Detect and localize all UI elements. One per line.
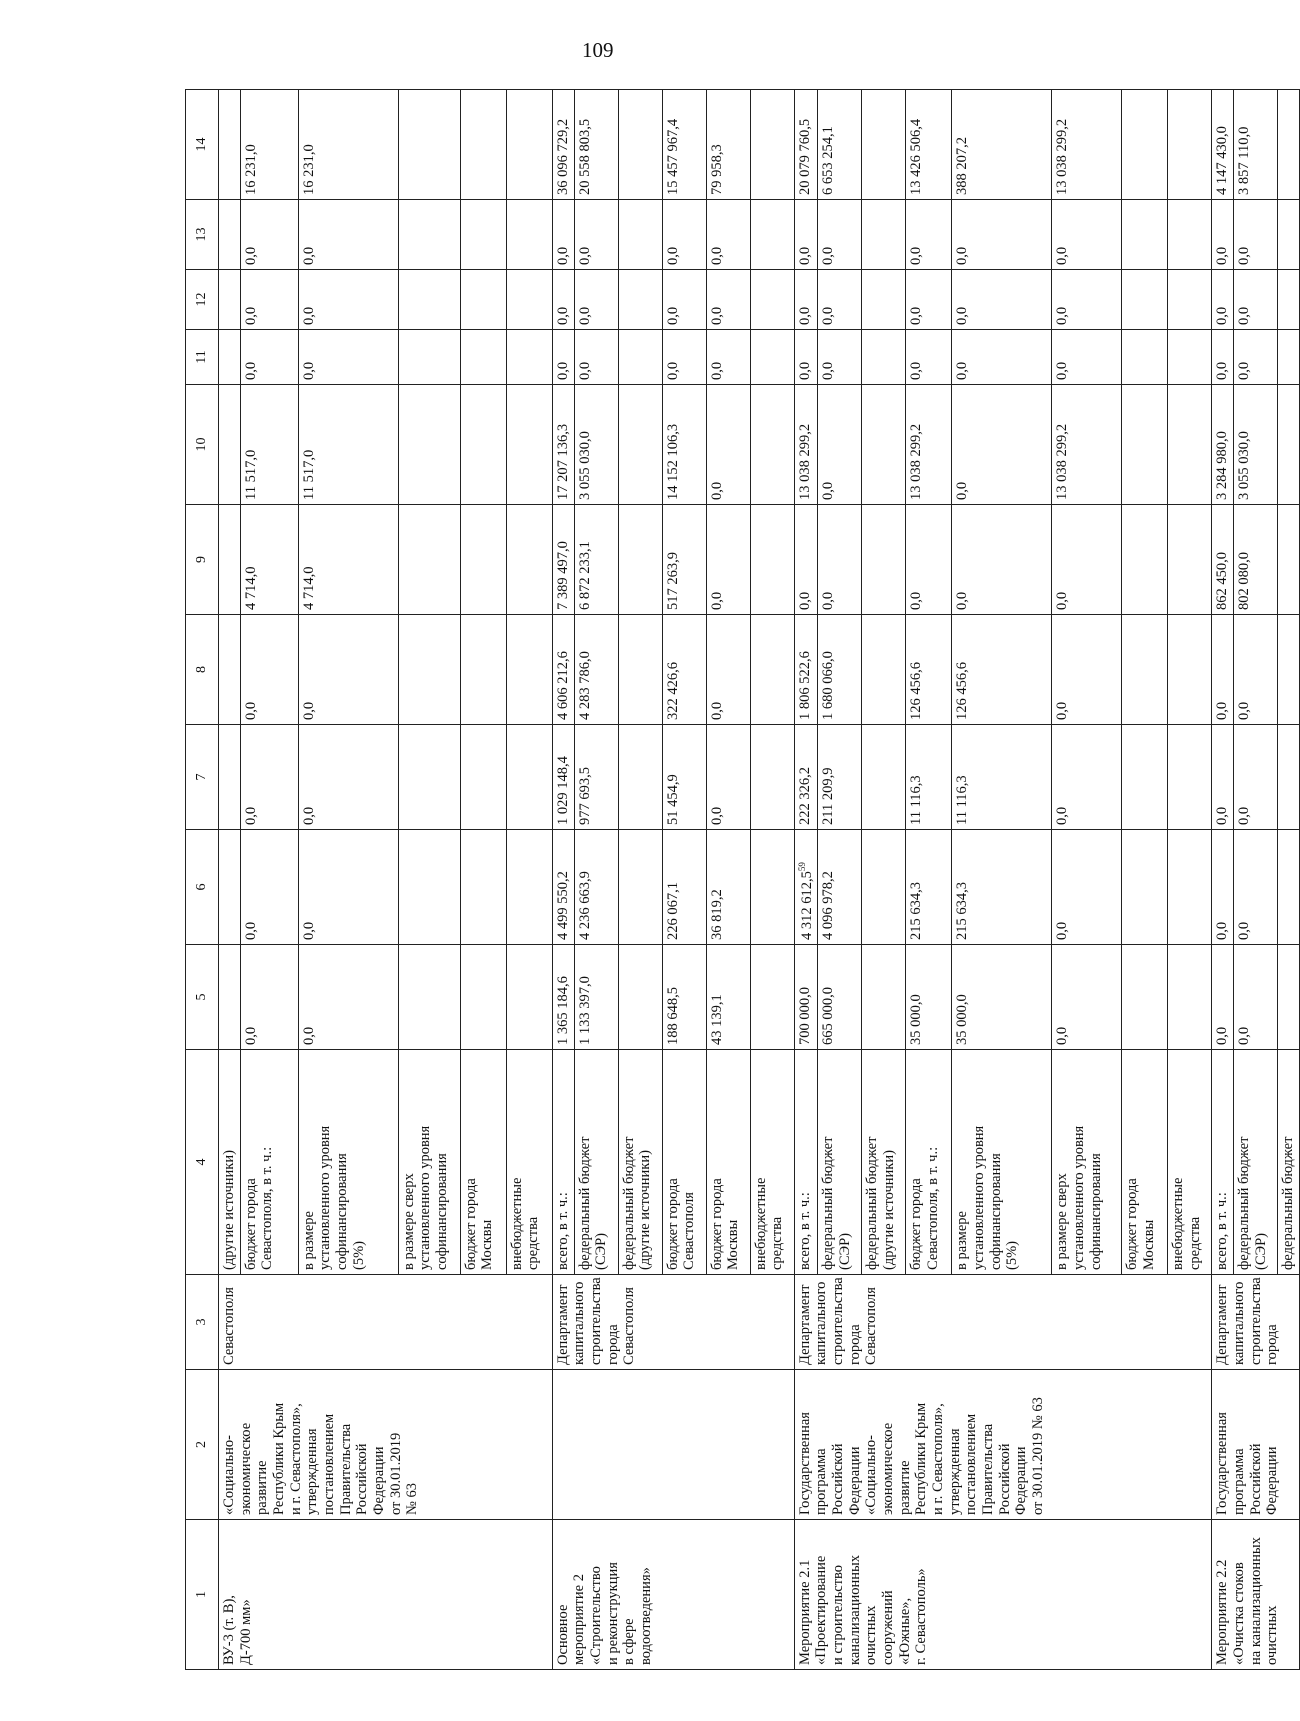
value-cell [1278, 90, 1300, 200]
value-cell [1122, 200, 1168, 270]
value-cell [1168, 615, 1212, 725]
executor-cell: Департамент капитального строительства города [1212, 1275, 1300, 1370]
value-cell [460, 830, 506, 945]
value-cell [750, 725, 794, 830]
value-cell: 0,0 [240, 945, 298, 1050]
value-cell: 3 857 110,0 [1234, 90, 1278, 200]
value-cell: 0,0 [1052, 615, 1122, 725]
value-cell: 188 648,5 [662, 945, 706, 1050]
value-cell: 0,0 [706, 270, 750, 330]
value-cell: 13 038 299,2 [906, 385, 952, 505]
funding-source-cell: внебюджетные средства [506, 1050, 552, 1275]
funding-source-cell: бюджет города Севастополя, в т. ч.: [906, 1050, 952, 1275]
value-cell: 0,0 [574, 330, 618, 385]
value-cell: 0,0 [1212, 270, 1234, 330]
value-cell [750, 90, 794, 200]
value-cell [506, 945, 552, 1050]
value-cell: 0,0 [818, 270, 862, 330]
header-row [186, 90, 219, 1670]
col-header: 8 [186, 615, 219, 725]
event-name-cell: Мероприятие 2.2 «Очистка стоков на канализационных очистных [1212, 1520, 1300, 1670]
value-cell: 0,0 [1234, 725, 1278, 830]
value-cell [750, 945, 794, 1050]
value-cell [1278, 200, 1300, 270]
value-cell: 0,0 [1212, 615, 1234, 725]
value-cell [618, 90, 662, 200]
value-cell: 0,0 [240, 725, 298, 830]
value-cell: 6 872 233,1 [574, 505, 618, 615]
value-cell: 126 456,6 [906, 615, 952, 725]
value-cell: 322 426,6 [662, 615, 706, 725]
value-cell [1122, 385, 1168, 505]
value-cell: 1 029 148,4 [552, 725, 574, 830]
value-cell: 0,0 [952, 200, 1052, 270]
value-cell [1278, 945, 1300, 1050]
value-cell: 0,0 [240, 270, 298, 330]
value-cell [1122, 270, 1168, 330]
value-cell [506, 505, 552, 615]
value-cell: 0,0 [706, 200, 750, 270]
value-cell: 0,0 [1052, 830, 1122, 945]
value-cell [1168, 830, 1212, 945]
funding-source-cell: в размере сверх установленного уровня софинансирования [1052, 1050, 1122, 1275]
value-cell [398, 385, 460, 505]
value-cell: 79 958,3 [706, 90, 750, 200]
value-cell: 0,0 [906, 505, 952, 615]
value-cell: 1 680 066,0 [818, 615, 862, 725]
value-cell [460, 505, 506, 615]
program-cell: «Социально- экономическое развитие Республики Крым и г. Севастополя», утвержденная постановлением Правительства Российской Федерации от 30.01.2019 № 63 [219, 1370, 553, 1520]
value-cell [618, 615, 662, 725]
funding-source-cell: федеральный бюджет (СЭР) [574, 1050, 618, 1275]
value-cell: 0,0 [662, 270, 706, 330]
value-cell [862, 200, 906, 270]
value-cell: 0,0 [1234, 200, 1278, 270]
value-cell [460, 615, 506, 725]
table-row [794, 90, 818, 1670]
value-cell [219, 505, 241, 615]
value-cell: 0,0 [552, 330, 574, 385]
value-cell [219, 270, 241, 330]
value-cell [1278, 830, 1300, 945]
value-cell [1278, 505, 1300, 615]
value-cell: 0,0 [1052, 945, 1122, 1050]
value-cell [219, 90, 241, 200]
value-cell: 16 231,0 [240, 90, 298, 200]
value-cell: 0,0 [298, 830, 398, 945]
value-cell: 0,0 [794, 505, 818, 615]
value-cell [1168, 330, 1212, 385]
value-cell: 0,0 [818, 385, 862, 505]
funding-source-cell: бюджет города Москвы [706, 1050, 750, 1275]
value-cell [618, 725, 662, 830]
value-cell: 4 147 430,0 [1212, 90, 1234, 200]
value-cell: 0,0 [1212, 330, 1234, 385]
value-cell: 0,0 [952, 330, 1052, 385]
value-cell [398, 270, 460, 330]
value-cell: 4 312 612,5$^{59}$ [794, 830, 818, 945]
col-header: 12 [186, 270, 219, 330]
value-cell [398, 615, 460, 725]
col-header: 10 [186, 385, 219, 505]
value-cell [1122, 505, 1168, 615]
program-cell: Государственная программа Российской Федерации «Социально- экономическое развитие Республики Крым и г. Севастополя», утвержденная постановлением Правительства Российской Федерации от 30.01.2019 № 63 [794, 1370, 1212, 1520]
value-cell: 0,0 [1052, 270, 1122, 330]
value-cell: 0,0 [706, 725, 750, 830]
value-cell [398, 90, 460, 200]
executor-cell: Департамент капитального строительства города Севастополя [794, 1275, 1212, 1370]
col-header: 5 [186, 945, 219, 1050]
program-cell: Государственная программа Российской Федерации [1212, 1370, 1300, 1520]
value-cell [1168, 385, 1212, 505]
value-cell: 0,0 [952, 385, 1052, 505]
value-cell [506, 830, 552, 945]
page-number: 109 [582, 38, 614, 62]
value-cell: 4 714,0 [298, 505, 398, 615]
footnote-mark: 59 [796, 862, 807, 872]
value-cell: 11 116,3 [906, 725, 952, 830]
value-cell [219, 725, 241, 830]
value-cell [219, 385, 241, 505]
value-cell: 226 067,1 [662, 830, 706, 945]
value-cell: 0,0 [794, 200, 818, 270]
col-header: 11 [186, 330, 219, 385]
funding-source-cell: бюджет города Москвы [1122, 1050, 1168, 1275]
value-cell: 0,0 [298, 270, 398, 330]
value-cell [1168, 945, 1212, 1050]
value-cell [862, 505, 906, 615]
value-cell: 802 080,0 [1234, 505, 1278, 615]
value-cell: 16 231,0 [298, 90, 398, 200]
value-cell: 13 038 299,2 [1052, 385, 1122, 505]
value-cell: 0,0 [1212, 725, 1234, 830]
value-cell [460, 945, 506, 1050]
value-cell: 862 450,0 [1212, 505, 1234, 615]
value-cell: 665 000,0 [818, 945, 862, 1050]
value-cell [1122, 945, 1168, 1050]
value-cell: 215 634,3 [906, 830, 952, 945]
value-cell: 0,0 [662, 200, 706, 270]
value-cell: 3 055 030,0 [1234, 385, 1278, 505]
funding-source-cell: федеральный бюджет (СЭР) [818, 1050, 862, 1275]
value-cell [219, 330, 241, 385]
value-cell: 388 207,2 [952, 90, 1052, 200]
value-cell: 51 454,9 [662, 725, 706, 830]
funding-source-cell: всего, в т. ч.: [794, 1050, 818, 1275]
executor-cell: Севастополя [219, 1275, 553, 1370]
value-cell [506, 90, 552, 200]
value-cell [506, 330, 552, 385]
funding-source-cell: внебюджетные средства [750, 1050, 794, 1275]
value-cell [618, 505, 662, 615]
table-body [219, 90, 1300, 1670]
value-cell: 0,0 [662, 330, 706, 385]
value-cell [460, 385, 506, 505]
value-cell [1122, 830, 1168, 945]
value-cell: 0,0 [1234, 945, 1278, 1050]
value-cell: 0,0 [1052, 725, 1122, 830]
value-cell: 0,0 [818, 330, 862, 385]
value-cell [219, 830, 241, 945]
value-cell [1168, 725, 1212, 830]
value-cell [1122, 90, 1168, 200]
funding-source-cell: бюджет города Севастополя, в т. ч.: [240, 1050, 298, 1275]
value-cell [398, 330, 460, 385]
value-cell [750, 200, 794, 270]
value-cell: 0,0 [298, 725, 398, 830]
value-cell: 1 365 184,6 [552, 945, 574, 1050]
value-cell [1278, 330, 1300, 385]
value-cell [750, 385, 794, 505]
funding-source-cell: бюджет города Севастополя [662, 1050, 706, 1275]
value-cell [618, 270, 662, 330]
value-cell [460, 330, 506, 385]
value-cell: 35 000,0 [906, 945, 952, 1050]
event-name-cell: Основное мероприятие 2 «Строительство и реконструкция в сфере водоотведения» [552, 1520, 794, 1670]
value-cell [862, 90, 906, 200]
value-cell: 0,0 [1212, 200, 1234, 270]
value-cell [1168, 200, 1212, 270]
value-cell [750, 270, 794, 330]
col-header: 14 [186, 90, 219, 200]
value-cell: 0,0 [1212, 830, 1234, 945]
funding-source-cell: федеральный бюджет (другие источники) [862, 1050, 906, 1275]
value-cell [398, 725, 460, 830]
value-cell: 6 653 254,1 [818, 90, 862, 200]
value-cell: 4 096 978,2 [818, 830, 862, 945]
value-cell [219, 945, 241, 1050]
col-header: 1 [186, 1520, 219, 1670]
value-cell: 3 284 980,0 [1212, 385, 1234, 505]
funding-source-cell: всего, в т. ч.: [1212, 1050, 1234, 1275]
value-cell: 0,0 [794, 270, 818, 330]
value-cell: 7 389 497,0 [552, 505, 574, 615]
value-cell: 0,0 [552, 270, 574, 330]
value-cell [1122, 330, 1168, 385]
value-cell: 0,0 [818, 505, 862, 615]
value-cell: 0,0 [706, 330, 750, 385]
value-cell: 0,0 [1052, 330, 1122, 385]
value-cell [398, 945, 460, 1050]
value-cell: 0,0 [298, 615, 398, 725]
value-cell: 0,0 [906, 330, 952, 385]
value-cell: 11 517,0 [298, 385, 398, 505]
value-cell [862, 330, 906, 385]
program-cell [552, 1370, 794, 1520]
funding-source-cell: в размере установленного уровня софинансирования (5%) [952, 1050, 1052, 1275]
value-cell: 0,0 [552, 200, 574, 270]
value-cell: 13 038 299,2 [794, 385, 818, 505]
value-cell [398, 505, 460, 615]
value-cell: 0,0 [1234, 330, 1278, 385]
value-cell: 11 517,0 [240, 385, 298, 505]
value-cell: 4 714,0 [240, 505, 298, 615]
value-cell [618, 385, 662, 505]
value-cell: 20 558 803,5 [574, 90, 618, 200]
value-cell [618, 945, 662, 1050]
funding-source-cell: федеральный бюджет (другие источники) [618, 1050, 662, 1275]
value-cell: 0,0 [240, 330, 298, 385]
value-cell: 0,0 [706, 505, 750, 615]
value-cell: 0,0 [1052, 200, 1122, 270]
value-cell [1278, 385, 1300, 505]
value-cell [750, 830, 794, 945]
funding-source-cell: всего, в т. ч.: [552, 1050, 574, 1275]
funding-source-cell: в размере установленного уровня софинансирования (5%) [298, 1050, 398, 1275]
col-header: 13 [186, 200, 219, 270]
value-cell: 0,0 [298, 945, 398, 1050]
value-cell: 211 209,9 [818, 725, 862, 830]
value-cell: 0,0 [818, 200, 862, 270]
value-cell [460, 90, 506, 200]
value-cell: 0,0 [706, 615, 750, 725]
col-header: 9 [186, 505, 219, 615]
value-cell: 0,0 [952, 270, 1052, 330]
value-cell: 215 634,3 [952, 830, 1052, 945]
value-cell: 0,0 [1234, 270, 1278, 330]
funding-source-cell: в размере сверх установленного уровня софинансирования [398, 1050, 460, 1275]
value-cell: 15 457 967,4 [662, 90, 706, 200]
col-header: 6 [186, 830, 219, 945]
value-cell [750, 505, 794, 615]
table-row [219, 90, 241, 1670]
value-cell: 0,0 [298, 200, 398, 270]
col-header: 4 [186, 1050, 219, 1275]
event-name-cell: ВУ-3 (т. В), Д-700 мм» [219, 1520, 553, 1670]
value-cell [862, 615, 906, 725]
value-cell [219, 200, 241, 270]
funding-source-cell: (другие источники) [219, 1050, 241, 1275]
value-cell: 43 139,1 [706, 945, 750, 1050]
value-cell: 0,0 [1234, 830, 1278, 945]
value-cell: 36 096 729,2 [552, 90, 574, 200]
value-cell: 36 819,2 [706, 830, 750, 945]
value-cell: 4 499 550,2 [552, 830, 574, 945]
value-cell: 0,0 [240, 615, 298, 725]
value-cell [618, 200, 662, 270]
value-cell [460, 200, 506, 270]
value-cell: 13 038 299,2 [1052, 90, 1122, 200]
executor-cell: Департамент капитального строительства города Севастополя [552, 1275, 794, 1370]
value-cell: 4 236 663,9 [574, 830, 618, 945]
value-cell: 222 326,2 [794, 725, 818, 830]
value-cell: 0,0 [574, 200, 618, 270]
value-cell [618, 330, 662, 385]
value-cell: 0,0 [240, 200, 298, 270]
value-cell [219, 615, 241, 725]
value-cell: 0,0 [794, 330, 818, 385]
value-cell: 126 456,6 [952, 615, 1052, 725]
value-cell: 0,0 [706, 385, 750, 505]
value-cell: 3 055 030,0 [574, 385, 618, 505]
value-cell [1168, 270, 1212, 330]
col-header: 7 [186, 725, 219, 830]
value-cell: 0,0 [1052, 505, 1122, 615]
value-cell: 35 000,0 [952, 945, 1052, 1050]
value-cell [1278, 270, 1300, 330]
value-cell: 20 079 760,5 [794, 90, 818, 200]
value-cell: 0,0 [298, 330, 398, 385]
funding-source-cell: бюджет города Москвы [460, 1050, 506, 1275]
value-cell [750, 330, 794, 385]
value-cell: 11 116,3 [952, 725, 1052, 830]
event-name-cell: Мероприятие 2.1 «Проектирование и строительство канализационных очистных сооружений «Южные», г. Севастополь» [794, 1520, 1212, 1670]
value-cell: 0,0 [952, 505, 1052, 615]
value-cell [862, 725, 906, 830]
value-cell [862, 830, 906, 945]
value-cell: 14 152 106,3 [662, 385, 706, 505]
value-cell [862, 385, 906, 505]
value-cell [506, 615, 552, 725]
value-cell: 0,0 [906, 200, 952, 270]
value-cell: 0,0 [240, 830, 298, 945]
col-header: 2 [186, 1370, 219, 1520]
value-cell [1122, 725, 1168, 830]
value-cell [460, 725, 506, 830]
value-cell: 0,0 [574, 270, 618, 330]
value-cell: 1 133 397,0 [574, 945, 618, 1050]
value-cell: 1 806 522,6 [794, 615, 818, 725]
value-cell [506, 385, 552, 505]
funding-source-cell: федеральный бюджет (СЭР) [1234, 1050, 1278, 1275]
col-header: 3 [186, 1275, 219, 1370]
value-cell: 517 263,9 [662, 505, 706, 615]
value-cell [862, 945, 906, 1050]
value-cell [1122, 615, 1168, 725]
table-row [1212, 90, 1234, 1670]
value-cell [1278, 615, 1300, 725]
funding-source-cell: внебюджетные средства [1168, 1050, 1212, 1275]
value-cell [618, 830, 662, 945]
value-cell [1278, 725, 1300, 830]
value-cell [506, 270, 552, 330]
value-cell: 0,0 [1212, 945, 1234, 1050]
value-cell: 17 207 136,3 [552, 385, 574, 505]
table-row [552, 90, 574, 1670]
value-cell [506, 725, 552, 830]
value-cell: 0,0 [1234, 615, 1278, 725]
value-cell: 700 000,0 [794, 945, 818, 1050]
funding-source-cell: федеральный бюджет [1278, 1050, 1300, 1275]
value-cell [862, 270, 906, 330]
budget-table [185, 89, 1300, 1670]
value-cell [398, 200, 460, 270]
value-cell [1168, 90, 1212, 200]
value-cell [506, 200, 552, 270]
value-cell [750, 615, 794, 725]
value-cell: 4 283 786,0 [574, 615, 618, 725]
value-cell: 0,0 [906, 270, 952, 330]
value-cell [1168, 505, 1212, 615]
value-cell: 13 426 506,4 [906, 90, 952, 200]
rotated-table-wrapper [185, 90, 1297, 1670]
value-cell: 977 693,5 [574, 725, 618, 830]
value-cell: 4 606 212,6 [552, 615, 574, 725]
value-cell [398, 830, 460, 945]
value-cell [460, 270, 506, 330]
